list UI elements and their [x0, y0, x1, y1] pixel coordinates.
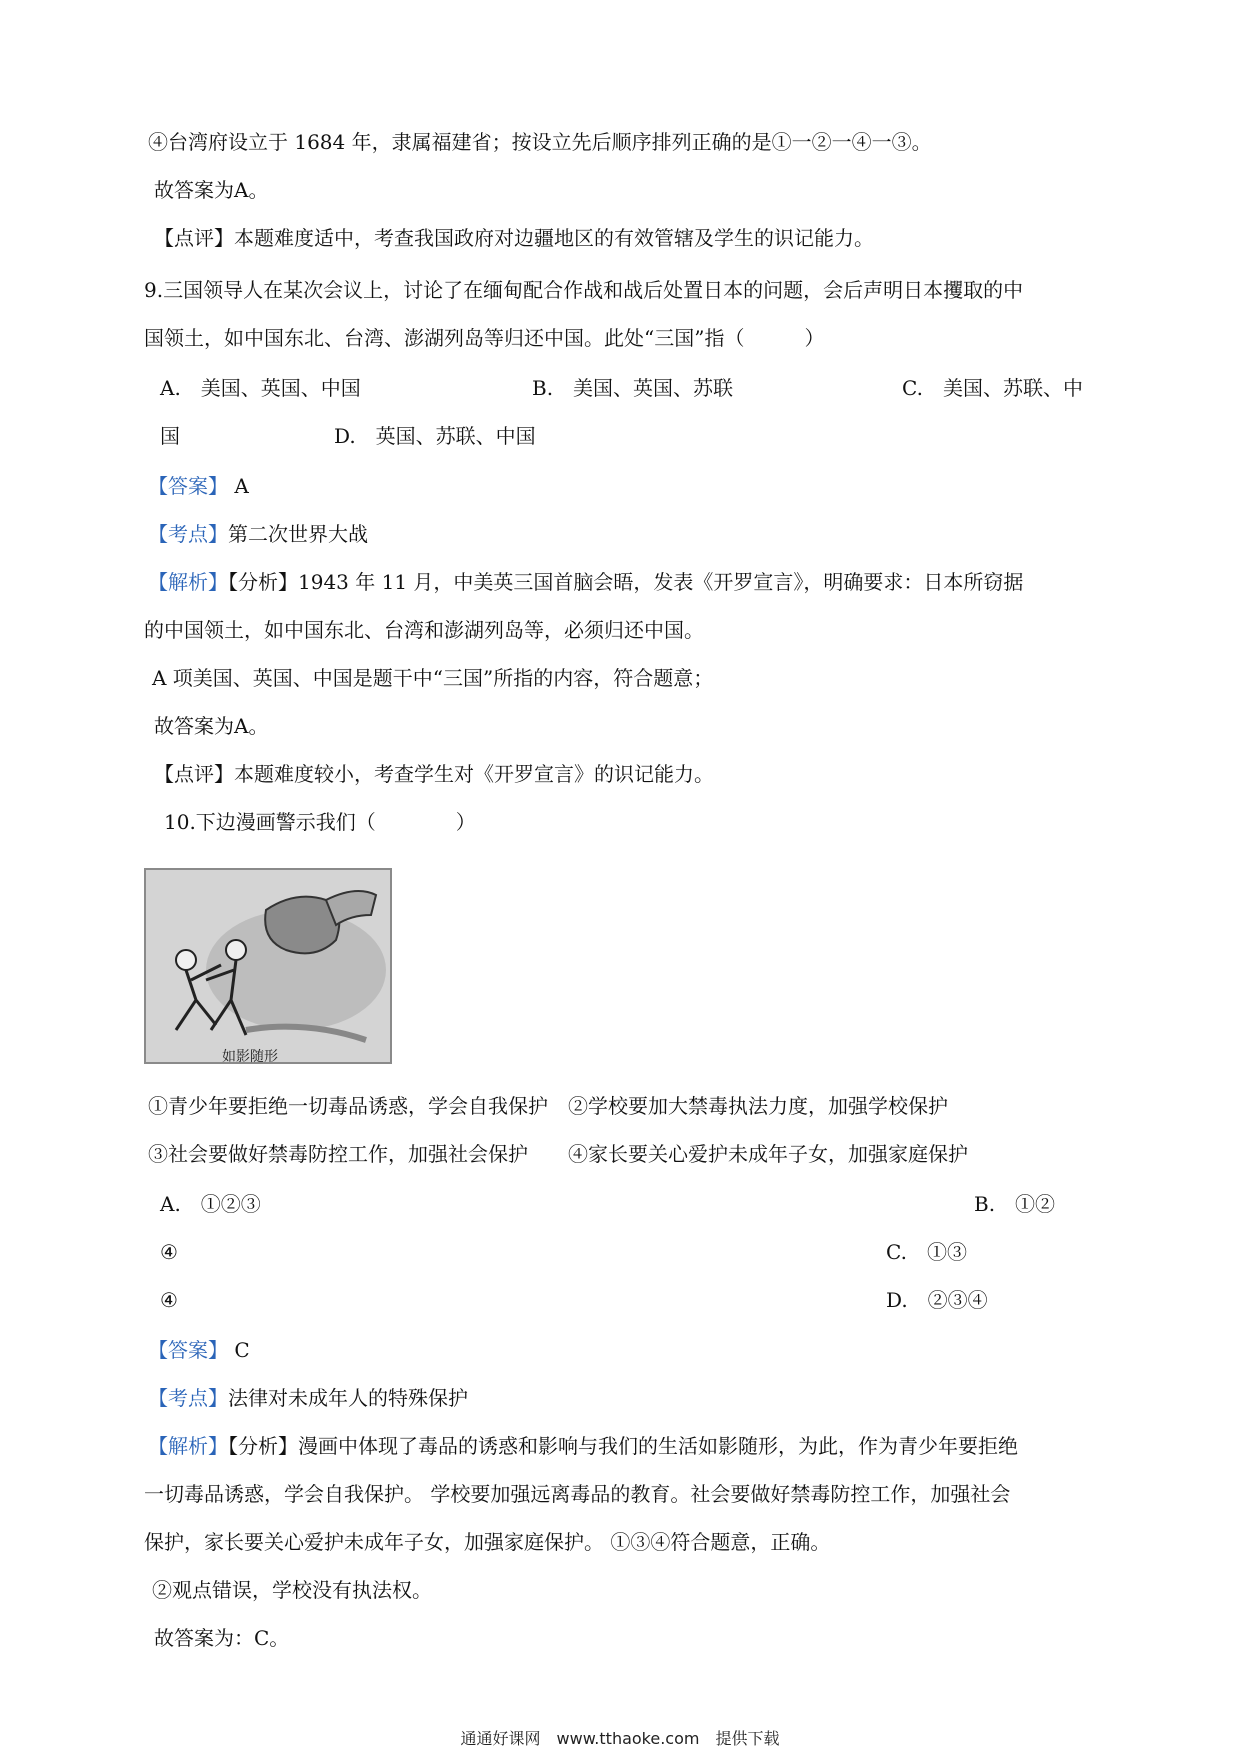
- jiexi-tag: 【解析】: [148, 1434, 228, 1458]
- cartoon-image: [144, 868, 392, 1064]
- question-9-stem: 国领土，如中国东北、台湾、澎湖列岛等归还中国。此处“三国”指（ ）: [144, 326, 825, 350]
- answer-value: A: [234, 474, 249, 498]
- option-c: C. 美国、苏联、中: [902, 376, 1083, 400]
- dianping-line: 【点评】本题难度较小，考查学生对《开罗宣言》的识记能力。: [154, 762, 714, 786]
- cartoon-caption: 如影随形: [222, 1049, 278, 1065]
- option-c: C. ①③: [886, 1240, 967, 1264]
- jiexi-text: 【分析】1943 年 11 月，中美英三国首脑会晤，发表《开罗宣言》，明确要求：日本所窃据: [228, 570, 1024, 594]
- text-line: 【点评】本题难度适中，考查我国政府对边疆地区的有效管辖及学生的识记能力。: [154, 226, 874, 250]
- jiexi-line: [148, 1432, 1018, 1460]
- jiexi-line: ②观点错误，学校没有执法权。: [152, 1578, 432, 1602]
- question-9-stem: 9.三国领导人在某次会议上，讨论了在缅甸配合作战和战后处置日本的问题，会后声明日本攫取的中: [144, 278, 1024, 302]
- jiexi-line: A 项美国、英国、中国是题干中“三国”所指的内容，符合题意；: [152, 666, 714, 690]
- kaodian-line: [148, 1384, 468, 1412]
- question-10-stem: 10.下边漫画警示我们（ ）: [164, 810, 476, 834]
- option-b: B. 美国、英国、苏联: [532, 376, 734, 400]
- option-b: B. ①②: [974, 1192, 1056, 1216]
- answer-line: [148, 1336, 250, 1364]
- option-d: D. ②③④: [886, 1288, 988, 1312]
- jiexi-line: 故答案为：C。: [154, 1626, 290, 1650]
- option-b-continued: ④: [160, 1288, 178, 1312]
- jiexi-line: 故答案为A。: [154, 714, 269, 738]
- kaodian-line: [148, 520, 368, 548]
- text-line: ④台湾府设立于 1684 年，隶属福建省；按设立先后顺序排列正确的是①一②一④一③。: [148, 130, 932, 154]
- jiexi-line: 保护，家长要关心爱护未成年子女，加强家庭保护。 ①③④符合题意，正确。: [144, 1530, 831, 1554]
- kaodian-value: 第二次世界大战: [228, 522, 368, 546]
- kaodian-tag: 【考点】: [148, 522, 228, 546]
- option-c-continued: 国: [160, 424, 180, 448]
- jiexi-line: [148, 568, 1023, 596]
- jiexi-line: 的中国领土，如中国东北、台湾和澎湖列岛等，必须归还中国。: [144, 618, 704, 642]
- option-a-continued: ④: [160, 1240, 178, 1264]
- jiexi-text: 【分析】漫画中体现了毒品的诱惑和影响与我们的生活如影随形，为此，作为青少年要拒绝: [228, 1434, 1018, 1458]
- text-line: 故答案为A。: [154, 178, 269, 202]
- option-d: D. 英国、苏联、中国: [334, 424, 536, 448]
- statement-line: ③社会要做好禁毒防控工作，加强社会保护 ④家长要关心爱护未成年子女，加强家庭保护: [148, 1142, 968, 1166]
- statement-line: ①青少年要拒绝一切毒品诱惑，学会自我保护 ②学校要加大禁毒执法力度，加强学校保护: [148, 1094, 948, 1118]
- jiexi-line: 一切毒品诱惑，学会自我保护。 学校要加强远离毒品的教育。社会要做好禁毒防控工作，加强社会: [144, 1482, 1011, 1506]
- option-a: A. ①②③: [160, 1192, 261, 1216]
- answer-tag: 【答案】: [148, 1338, 228, 1362]
- kaodian-tag: 【考点】: [148, 1386, 228, 1410]
- kaodian-value: 法律对未成年人的特殊保护: [228, 1386, 468, 1410]
- answer-tag: 【答案】: [148, 474, 228, 498]
- option-a: A. 美国、英国、中国: [160, 376, 361, 400]
- answer-value: C: [234, 1338, 250, 1362]
- answer-line: [148, 472, 249, 500]
- jiexi-tag: 【解析】: [148, 570, 228, 594]
- page-footer: 通通好课网 www.tthaoke.com 提供下载: [460, 1729, 780, 1748]
